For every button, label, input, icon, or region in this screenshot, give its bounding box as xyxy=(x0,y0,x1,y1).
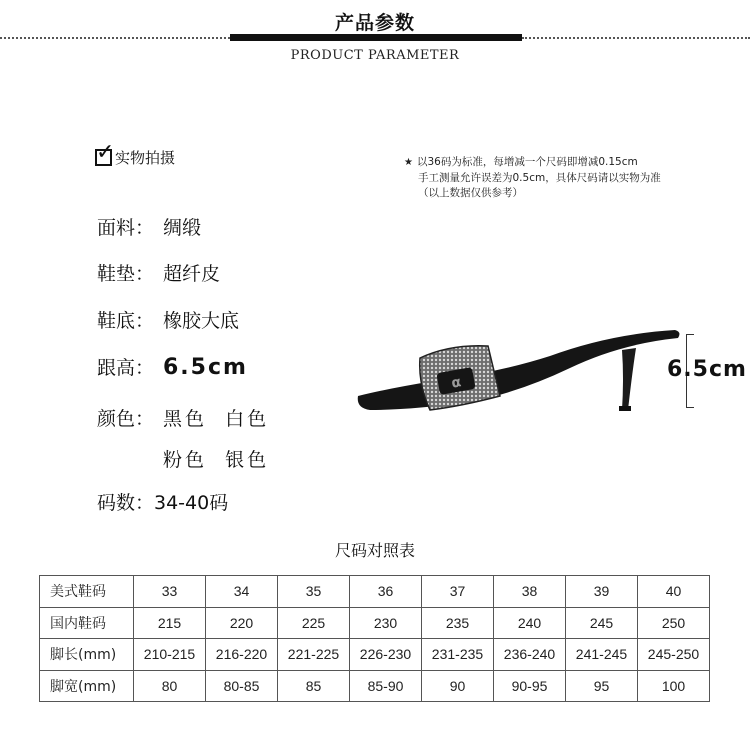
photo-tag-label: 实物拍摄 xyxy=(115,149,176,167)
table-cell: 220 xyxy=(206,607,278,639)
table-cell: 236-240 xyxy=(494,639,566,671)
table-cell: 210-215 xyxy=(134,639,206,671)
table-cell: 33 xyxy=(134,576,206,608)
table-cell: 241-245 xyxy=(566,639,638,671)
table-cell: 215 xyxy=(134,607,206,639)
table-cell: 230 xyxy=(350,607,422,639)
header-dots-right xyxy=(522,37,750,39)
table-cell: 90-95 xyxy=(494,670,566,702)
header-dots-left xyxy=(0,37,230,39)
star-icon: ★ xyxy=(404,157,413,168)
spec-value: 粉色 银色 xyxy=(163,449,270,471)
table-row xyxy=(40,670,710,702)
note-line-2: 手工测量允许误差为0.5cm，具体尺码请以实物为准 xyxy=(418,171,661,184)
spec-label: 鞋垫： xyxy=(97,263,155,285)
table-row xyxy=(40,639,710,671)
table-cell: 245 xyxy=(566,607,638,639)
spec-heel-height xyxy=(97,353,248,380)
table-cell: 95 xyxy=(566,670,638,702)
spec-label: 鞋底： xyxy=(97,310,155,332)
svg-text:α: α xyxy=(450,374,463,392)
spec-color-2 xyxy=(97,445,269,472)
table-cell: 80-85 xyxy=(206,670,278,702)
table-cell: 245-250 xyxy=(638,639,710,671)
checkbox-icon: ✓ xyxy=(96,140,115,165)
spec-value: 6.5cm xyxy=(163,355,248,380)
spec-insole xyxy=(97,259,220,286)
table-cell: 85-90 xyxy=(350,670,422,702)
size-table xyxy=(39,575,710,702)
spec-value: 橡胶大底 xyxy=(163,310,240,332)
product-image-sandal xyxy=(350,318,690,418)
spec-value: 黑色 白色 xyxy=(163,408,270,430)
table-cell: 235 xyxy=(422,607,494,639)
table-cell: 34 xyxy=(206,576,278,608)
table-cell: 36 xyxy=(350,576,422,608)
table-cell: 80 xyxy=(134,670,206,702)
page-title: 产品参数 xyxy=(334,12,415,34)
photo-tag xyxy=(95,140,176,168)
size-table-title: 尺码对照表 xyxy=(334,541,415,560)
table-row xyxy=(40,607,710,639)
spec-value: 超纤皮 xyxy=(163,263,221,285)
note-line-1: 以36码为标准，每增减一个尺码即增减0.15cm xyxy=(416,156,638,168)
heel-dimension-label: 6.5cm xyxy=(667,357,747,382)
row-label: 国内鞋码 xyxy=(40,607,134,639)
table-cell: 100 xyxy=(638,670,710,702)
table-cell: 39 xyxy=(566,576,638,608)
table-cell: 240 xyxy=(494,607,566,639)
table-cell: 38 xyxy=(494,576,566,608)
row-label: 脚宽(mm) xyxy=(40,670,134,702)
spec-label: 跟高： xyxy=(97,357,155,379)
table-row xyxy=(40,576,710,608)
table-cell: 90 xyxy=(422,670,494,702)
table-cell: 226-230 xyxy=(350,639,422,671)
size-note xyxy=(404,155,661,202)
note-line-3: （以上数据仅供参考） xyxy=(418,187,523,199)
table-cell: 35 xyxy=(278,576,350,608)
row-label: 美式鞋码 xyxy=(40,576,134,608)
spec-material xyxy=(97,213,201,240)
spec-sole xyxy=(97,306,239,333)
table-cell: 221-225 xyxy=(278,639,350,671)
spec-value: 34-40码 xyxy=(154,492,229,514)
header-bar xyxy=(230,34,522,41)
row-label: 脚长(mm) xyxy=(40,639,134,671)
table-cell: 225 xyxy=(278,607,350,639)
table-cell: 250 xyxy=(638,607,710,639)
table-cell: 216-220 xyxy=(206,639,278,671)
table-cell: 85 xyxy=(278,670,350,702)
table-cell: 37 xyxy=(422,576,494,608)
spec-color xyxy=(97,404,269,431)
page-subtitle: PRODUCT PARAMETER xyxy=(290,48,460,63)
spec-label: 面料： xyxy=(97,217,155,239)
spec-size-range xyxy=(97,488,228,515)
spec-label: 码数： xyxy=(97,492,155,514)
spec-value: 绸缎 xyxy=(163,217,202,239)
table-cell: 231-235 xyxy=(422,639,494,671)
table-cell: 40 xyxy=(638,576,710,608)
spec-label: 颜色： xyxy=(97,408,155,430)
